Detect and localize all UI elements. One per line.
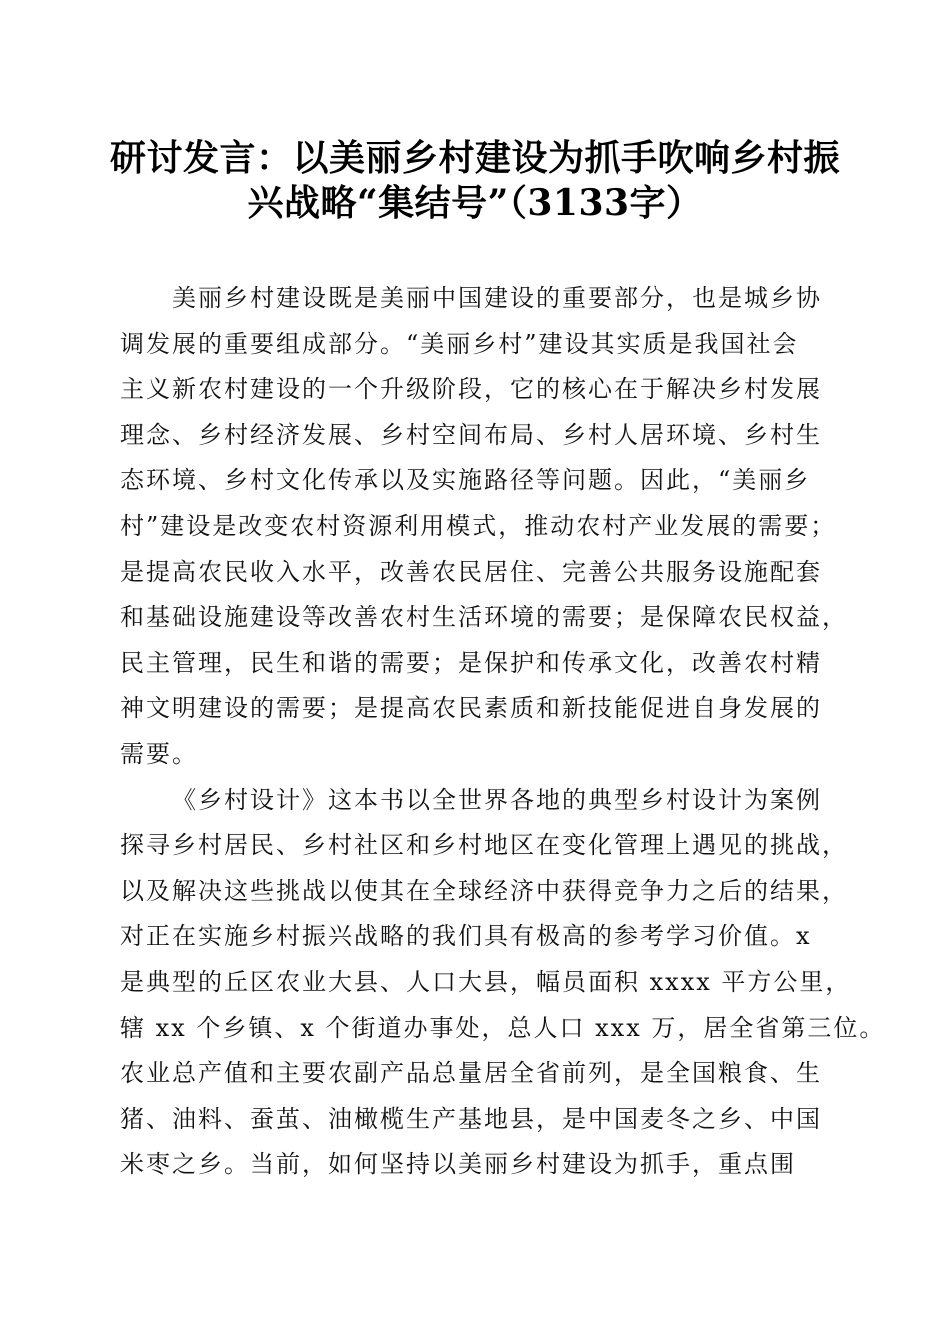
paragraph-line: 猪、油料、蚕茧、油橄榄生产基地县，是中国麦冬之乡、中国 bbox=[120, 1104, 822, 1133]
paragraph-line: 米枣之乡。当前，如何坚持以美丽乡村建设为抓手，重点围 bbox=[120, 1150, 796, 1179]
paragraph-line: 主义新农村建设的一个升级阶段，它的核心在于解决乡村发展 bbox=[120, 375, 822, 404]
paragraph-line: 需要。 bbox=[120, 739, 198, 768]
paragraph-line: 《乡村设计》这本书以全世界各地的典型乡村设计为案例 bbox=[172, 785, 822, 814]
paragraph-line: 理念、乡村经济发展、乡村空间布局、乡村人居环境、乡村生 bbox=[120, 420, 822, 449]
paragraph-line: 是典型的丘区农业大县、人口大县，幅员面积 xxxx 平方公里， bbox=[120, 967, 852, 996]
document-body bbox=[120, 276, 886, 1188]
paragraph bbox=[120, 276, 848, 778]
paragraph-line: 和基础设施建设等改善农村生活环境的需要；是保障农民权益， bbox=[120, 603, 848, 632]
document-title bbox=[100, 136, 850, 226]
paragraph-line: 民主管理，民生和谐的需要；是保护和传承文化，改善农村精 bbox=[120, 648, 822, 677]
paragraph-line: 以及解决这些挑战以使其在全球经济中获得竞争力之后的结果， bbox=[120, 876, 848, 905]
paragraph-line: 美丽乡村建设既是美丽中国建设的重要部分，也是城乡协 bbox=[172, 284, 822, 312]
paragraph-line: 神文明建设的需要；是提高农民素质和新技能促进自身发展的 bbox=[120, 694, 822, 723]
title-line: 研讨发言：以美丽乡村建设为抓手吹响乡村振 bbox=[109, 137, 840, 179]
paragraph-line: 是提高农民收入水平，改善农民居住、完善公共服务设施配套 bbox=[120, 557, 822, 586]
title-line: 兴战略“集结号”（3133字） bbox=[247, 182, 703, 224]
paragraph-line: 调发展的重要组成部分。“美丽乡村”建设其实质是我国社会 bbox=[120, 329, 799, 358]
paragraph-line: 村”建设是改变农村资源利用模式，推动农村产业发展的需要； bbox=[120, 511, 837, 540]
paragraph-line: 探寻乡村居民、乡村社区和乡村地区在变化管理上遇见的挑战， bbox=[120, 831, 848, 860]
paragraph-line: 态环境、乡村文化传承以及实施路径等问题。因此，“美丽乡 bbox=[120, 466, 811, 495]
paragraph bbox=[120, 778, 886, 1188]
paragraph-line: 农业总产值和主要农副产品总量居全省前列，是全国粮食、生 bbox=[120, 1059, 822, 1088]
paragraph-line: 对正在实施乡村振兴战略的我们具有极高的参考学习价值。x bbox=[120, 922, 812, 951]
paragraph-line: 辖 xx 个乡镇、x 个街道办事处，总人口 xxx 万，居全省第三位。 bbox=[120, 1013, 886, 1042]
